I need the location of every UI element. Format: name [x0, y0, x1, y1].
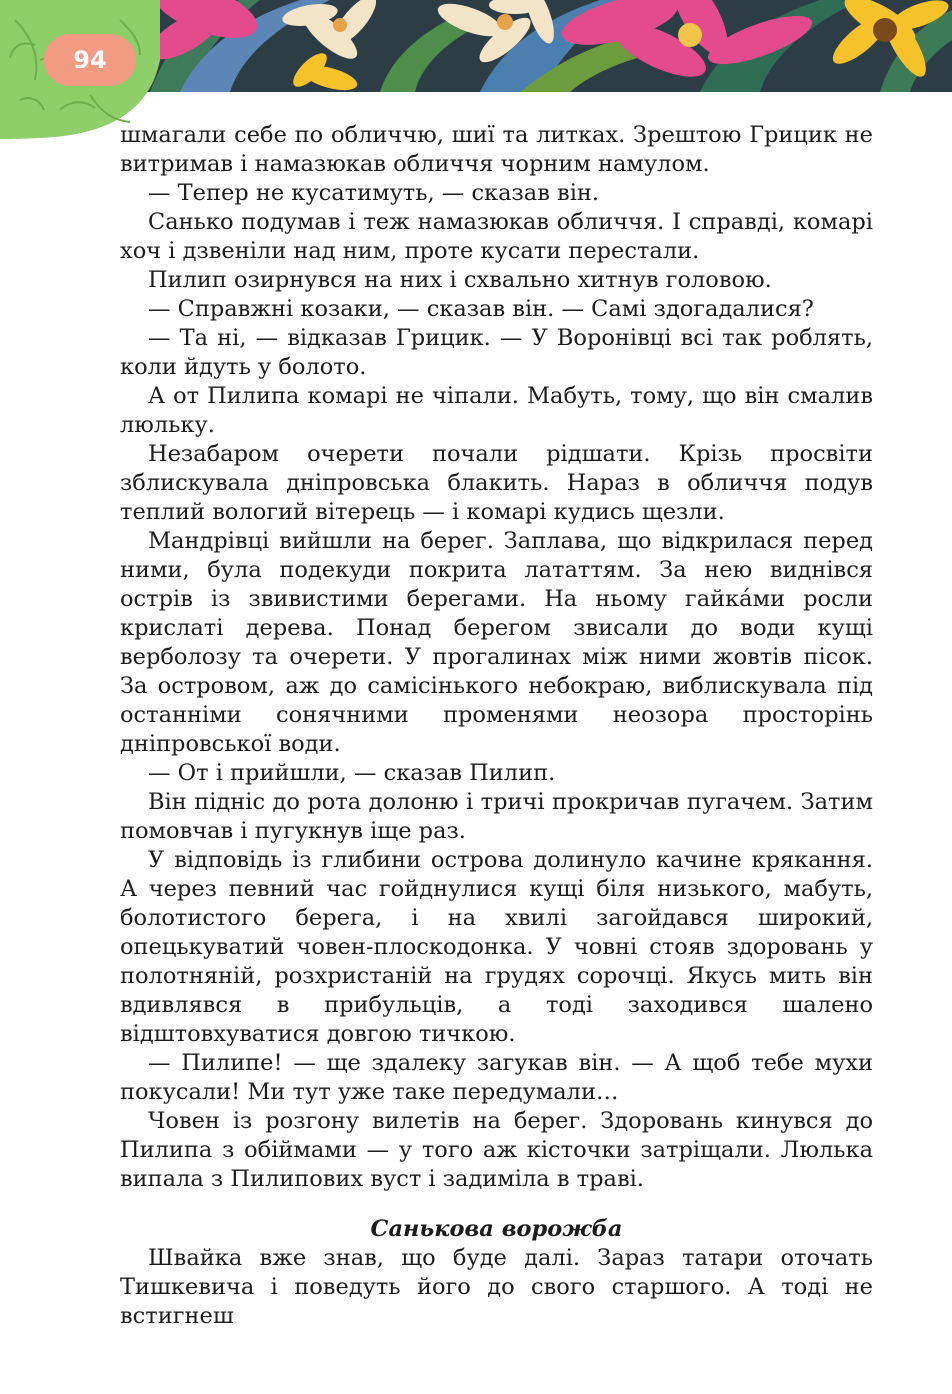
paragraph: — Тепер не кусатимуть, — сказав він. — [148, 180, 600, 206]
paragraph: А от Пилипа комарі не чіпали. Мабуть, тому, що він смалив люльку. — [120, 383, 873, 438]
paragraph: — Та ні, — відказав Грицик. — У Воронівці всі так роблять, коли йдуть у болото. — [120, 325, 873, 380]
paragraph: Він підніс до рота долоню і тричі прокричав пугачем. Затим помовчав і пугукнув іще раз. — [120, 789, 873, 844]
paragraph: Санько подумав і теж намазюкав обличчя. І справді, комарі хоч і дзвеніли над ним, проте кусати перестали. — [120, 209, 873, 264]
paragraph: У відповідь із глибини острова долинуло качине крякання. А через певний час гойднулися кущі біля низького, мабуть, болотистого берега, і на хвилі загойдався широкий, опецькуватий човен-плоскодонка. У човні стояв здоровань у полотняній, розхристаній на грудях сорочці. Якусь мить він вдивлявся в прибульців, а тоді заходився шалено відштовхуватися довгою тичкою. — [120, 847, 873, 1047]
paragraph: Човен із розгону вилетів на берег. Здоровань кинувся до Пилипа з обіймами — у того аж кісточки затріщали. Люлька випала з Пилипових вуст і задиміла в траві. — [120, 1108, 873, 1192]
paragraph: Пилип озирнувся на них і схвально хитнув головою. — [148, 267, 772, 293]
section-heading: Санькова ворожба — [370, 1216, 623, 1242]
paragraph: — Справжні козаки, — сказав він. — Самі здогадалися? — [148, 296, 814, 322]
paragraph: — Пилипе! — ще здалеку загукав він. — А щоб тебе мухи покусали! Ми тут уже таке передумали… — [120, 1050, 873, 1105]
body-text — [120, 121, 873, 1331]
page-number-badge: 94 — [44, 34, 136, 86]
paragraph: Незабаром очерети почали рідшати. Крізь просвіти зблискувала дніпровська блакить. Нараз в обличчя подув теплий вологий вітерець — і комарі кудись щезли. — [120, 441, 873, 525]
paragraph: Швайка вже знав, що буде далі. Зараз татари оточать Тишкевича і поведуть його до свого старшого. А тоді не встигнеш — [120, 1245, 873, 1329]
paragraph: Мандрівці вийшли на берег. Заплава, що відкрилася перед ними, була подекуди покрита лататтям. За нею виднівся острів із звивистими берегами. На ньому гайка́ми росли крислаті дерева. Понад берегом звисали до води кущі верболозу та очерети. У прогалинах між ними жовтів пісок. За островом, аж до самісінького небокраю, виблискувала під останніми сонячними променями неозора просторінь дніпровської води. — [120, 528, 873, 757]
paragraph: шмагали себе по обличчю, шиї та литках. Зрештою Грицик не витримав і намазюкав обличчя чорним намулом. — [120, 122, 873, 177]
paragraph: — От і прийшли, — сказав Пилип. — [148, 760, 556, 786]
